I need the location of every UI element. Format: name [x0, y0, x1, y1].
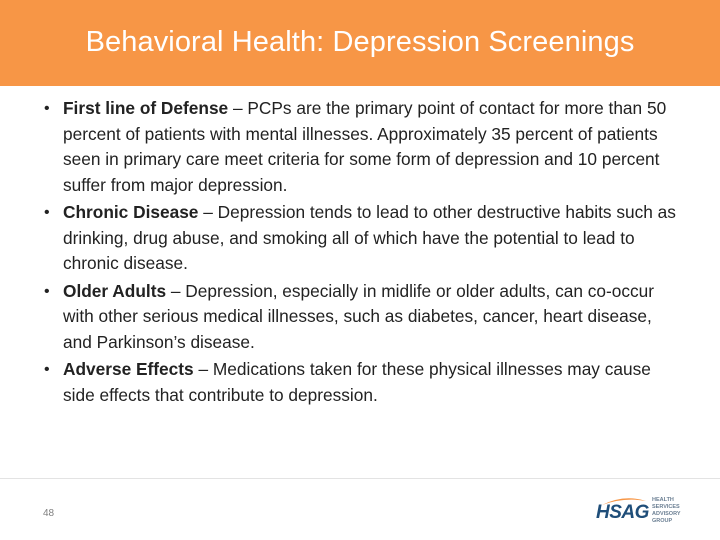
logo-wordmark: HSAG — [596, 502, 649, 523]
logo-tagline-line1: HEALTH SERVICES — [652, 497, 680, 510]
bullet-text: Depression tends to lead to other destructive habits such as drinking, drug abuse, and smoking all of which have the potential to lead to chronic disease. — [63, 202, 676, 273]
bullet-item — [44, 200, 684, 277]
bullet-text: PCPs are the primary point of contact for more than 50 percent of patients with mental illnesses. Approximately 35 percent of patients seen in primary care meet criteria for some form of depression and 10 percent suffer from major depression. — [63, 98, 667, 195]
hsag-logo-mark — [596, 496, 648, 526]
bullet-list — [44, 96, 684, 408]
bullet-heading: Adverse Effects — [63, 359, 194, 379]
bullet-heading: First line of Defense — [63, 98, 229, 118]
bullet-item — [44, 279, 684, 356]
bullet-dot: • — [44, 100, 50, 117]
bullet-dash: – — [166, 280, 186, 301]
bullet-text: Medications taken for these physical illnesses may cause side effects that contribute to depression. — [63, 359, 651, 405]
title-bar — [0, 0, 720, 86]
bullet-dash: – — [198, 202, 218, 222]
bullet-heading: Older Adults — [63, 280, 167, 301]
bullet-item — [44, 96, 684, 198]
bullet-dash: – — [228, 98, 248, 118]
bullet-dash: – — [193, 359, 213, 379]
hsag-logo — [596, 494, 696, 528]
slide-title: Behavioral Health: Depression Screenings — [85, 25, 635, 58]
bullet-dot: • — [44, 282, 50, 300]
bullet-text: Depression, especially in midlife or older adults, can co-occur with other serious medical illnesses, such as diabetes, cancer, heart disease, and Parkinson’s disease. — [63, 280, 655, 352]
bullet-dot: • — [44, 204, 50, 221]
bullet-dot: • — [44, 361, 50, 378]
logo-tagline-line2: ADVISORY GROUP — [652, 511, 681, 524]
slide-content — [44, 96, 684, 410]
bullet-heading: Chronic Disease — [63, 202, 199, 222]
footer-divider — [0, 478, 720, 479]
logo-tagline — [652, 497, 694, 525]
page-number: 48 — [43, 508, 55, 519]
bullet-item — [44, 357, 684, 408]
